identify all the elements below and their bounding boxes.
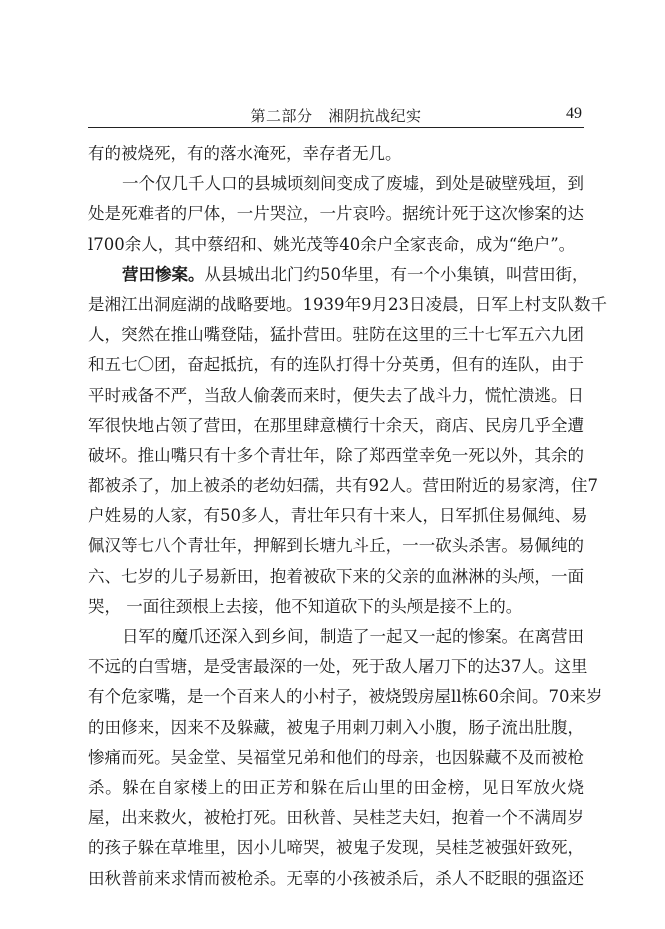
running-header	[88, 103, 584, 125]
text-line	[88, 622, 584, 652]
line-text: 不远的白雪塘，是受害最深的一处，死于敌人屠刀下的达37人。这里	[88, 657, 588, 677]
text-line	[88, 501, 588, 531]
text-line	[88, 743, 584, 773]
line-text: 田秋普前来求情而被枪杀。无辜的小孩被杀后，杀人不眨眼的强盗还	[88, 868, 584, 888]
text-line	[88, 260, 589, 290]
text-line	[88, 803, 584, 833]
line-text: 杀。躲在自家楼上的田正芳和躲在后山里的田金榜，见日军放火烧	[88, 777, 584, 797]
header-divider	[88, 127, 584, 128]
body-text	[88, 139, 607, 894]
text-line	[88, 169, 584, 199]
line-text: 日军的魔爪还深入到乡间，制造了一起又一起的惨案。在离营田	[122, 627, 584, 646]
text-line	[88, 381, 584, 411]
line-text: 六、七岁的儿子易新田，抱着被砍下来的父亲的血淋淋的头颅，一面	[88, 566, 584, 586]
text-line	[88, 773, 584, 803]
line-text: 有个危家嘴，是一个百来人的小村子，被烧毁房屋ll栋60余间。70来岁	[88, 687, 603, 707]
text-line	[88, 290, 607, 320]
line-text: 屋，出来救火，被枪打死。田秋普、吴桂芝夫妇，抱着一个不满周岁	[88, 808, 584, 828]
section-heading: 营田惨案。	[122, 264, 205, 284]
line-text: 都被杀了，加上被杀的老幼妇孺，共有92人。营田附近的易家湾，住7	[88, 476, 598, 496]
header-section: 第二部分	[250, 107, 313, 125]
line-text: 哭， 一面往颈根上去接，他不知道砍下的头颅是接不上的。	[88, 596, 523, 616]
text-line	[88, 199, 584, 229]
text-line	[88, 441, 584, 471]
text-line	[88, 562, 584, 592]
text-line	[88, 320, 584, 350]
line-text: 人，突然在推山嘴登陆，猛扑营田。驻防在这里的三十七军五六九团	[88, 325, 584, 345]
text-line	[88, 411, 584, 441]
line-text: 有的被烧死，有的落水淹死，幸存者无几。	[88, 144, 402, 163]
line-text: 平时戒备不严，当敌人偷袭而来时，便失去了战斗力，慌忙溃逃。日	[88, 385, 584, 405]
line-text: 从县城出北门约50华里，有一个小集镇，叫营田街，	[204, 264, 589, 284]
text-line	[88, 350, 584, 380]
line-text: 一个仅几千人口的县城顷刻间变成了废墟，到处是破壁残垣，到	[122, 174, 584, 194]
line-text: 的孩子躲在草堆里，因小儿啼哭，被鬼子发现，吴桂芝被强奸致死，	[88, 838, 584, 858]
text-line	[88, 592, 584, 622]
page-number: 49	[566, 105, 582, 122]
header-title	[88, 105, 584, 126]
text-line	[88, 139, 584, 169]
text-line	[88, 713, 584, 743]
text-line	[88, 230, 584, 260]
text-line	[88, 471, 598, 501]
line-text: 户姓易的人家，有50多人，青壮年只有十来人，日军抓住易佩纯、易	[88, 506, 588, 526]
text-line	[88, 682, 603, 712]
line-text: 处是死难者的尸体，一片哭泣，一片哀吟。据统计死于这次惨案的达	[88, 204, 584, 224]
text-line	[88, 652, 588, 682]
line-text: 惨痛而死。吴金堂、吴福堂兄弟和他们的母亲，也因躲藏不及而被枪	[88, 747, 584, 767]
line-text: 佩汉等七八个青壮年，押解到长塘九斗丘，一一砍头杀害。易佩纯的	[88, 536, 584, 556]
line-text: 是湘江出洞庭湖的战略要地。1939年9月23日凌晨，日军上村支队数千	[88, 294, 607, 314]
line-text: 军很快地占领了营田，在那里肆意横行十余天，商店、民房几乎全遭	[88, 415, 584, 435]
header-chapter: 湘阴抗战纪实	[328, 107, 422, 125]
line-text: 的田修来，因来不及躲藏，被鬼子用刺刀刺入小腹，肠子流出肚腹，	[88, 717, 584, 737]
line-text: 和五七〇团，奋起抵抗，有的连队打得十分英勇，但有的连队，由于	[88, 355, 584, 375]
text-line	[88, 864, 584, 894]
text-line	[88, 531, 584, 561]
line-text: 破坏。推山嘴只有十多个青壮年，除了郑西堂幸免一死以外，其余的	[88, 445, 584, 465]
text-line	[88, 833, 584, 863]
line-text: l700余人，其中蔡绍和、姚光茂等40余户全家丧命，成为“绝户”。	[88, 234, 576, 254]
